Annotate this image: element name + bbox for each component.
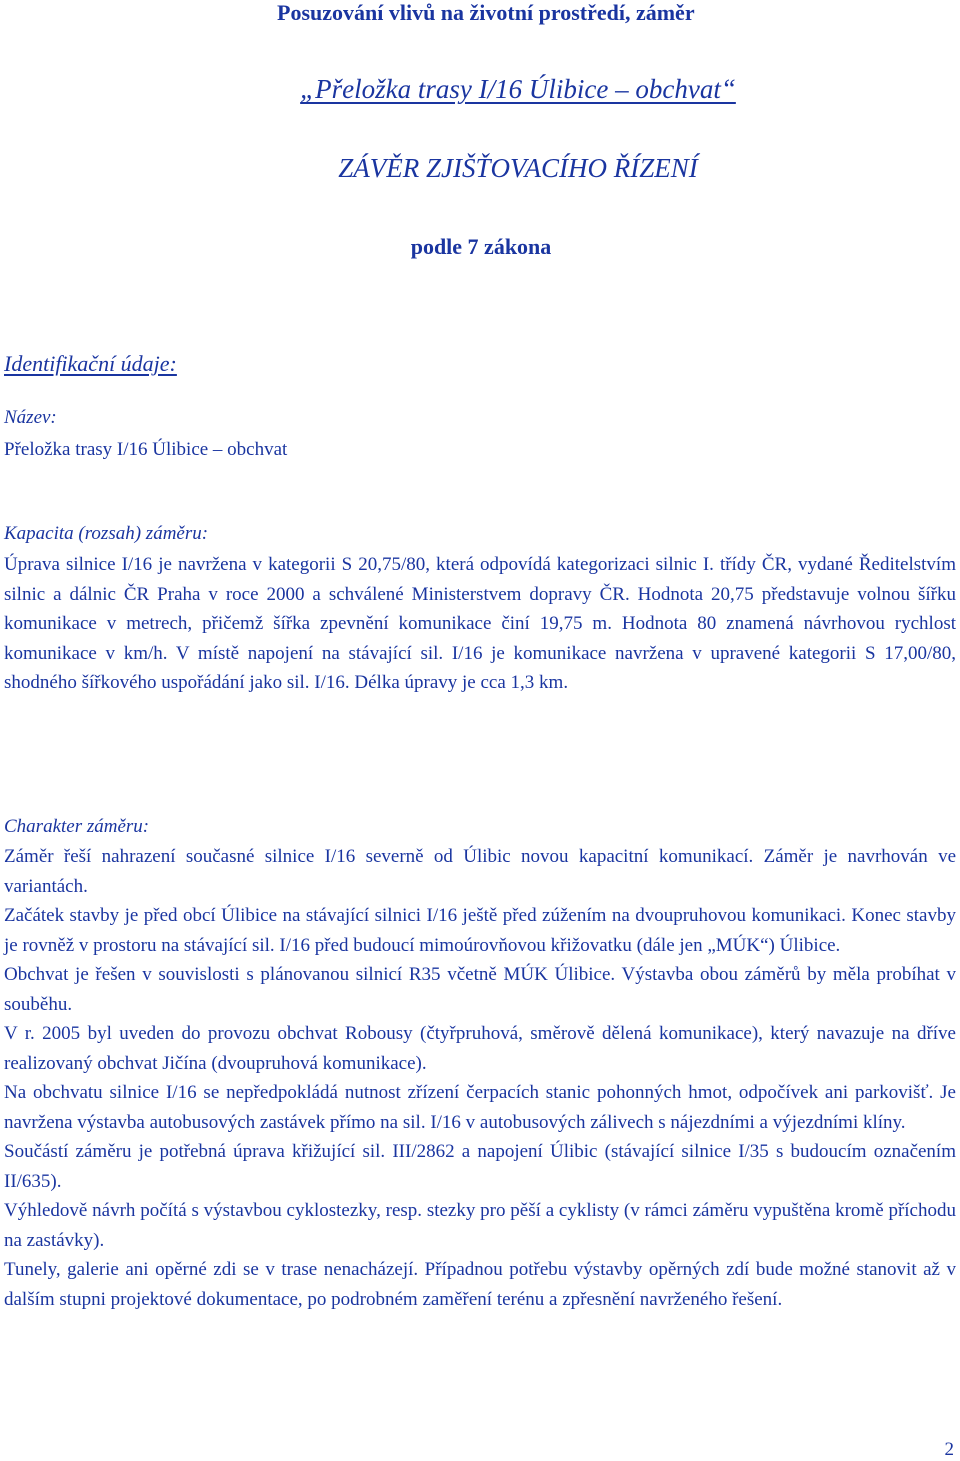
character-paragraph: Obchvat je řešen v souvislosti s plánovanou silnicí R35 včetně MÚK Úlibice. Výstavba obou záměrů by měla probíhat v souběhu. xyxy=(4,964,956,1015)
page-number: 2 xyxy=(944,1439,954,1460)
character-paragraph: Tunely, galerie ani opěrné zdi se v trase nenacházejí. Případnou potřebu výstavby opěrných zdí bude možné stanovit až v dalším stupni projektové dokumentace, po podrobném zaměření terénu a zpřesnění navrženého řešení. xyxy=(4,1259,956,1310)
character-section xyxy=(4,842,956,1314)
document-subtitle: ZÁVĚR ZJIŠŤOVACÍHO ŘÍZENÍ xyxy=(338,153,698,183)
name-value xyxy=(4,435,956,465)
character-paragraph: Na obchvatu silnice I/16 se nepředpokládá nutnost zřízení čerpacích stanic pohonných hmot, odpočívek ani parkovišť. Je navržena výstavba autobusových zastávek přímo na sil. I/16 v autobusových zálivech s nájezdními a výjezdními klíny. xyxy=(4,1082,956,1133)
character-paragraph: Záměr řeší nahrazení současné silnice I/16 severně od Úlibic novou kapacitní komunikací. Záměr je navrhován ve variantách. xyxy=(4,846,956,897)
capacity-label: Kapacita (rozsah) záměru: xyxy=(4,523,209,544)
name-label: Název: xyxy=(4,407,57,428)
name-value-text: Přeložka trasy I/16 Úlibice – obchvat xyxy=(4,439,288,460)
document-title: „Přeložka trasy I/16 Úlibice – obchvat“ xyxy=(300,74,736,104)
capacity-text: Úprava silnice I/16 je navržena v kategorii S 20,75/80, která odpovídá kategorizaci silnic I. třídy ČR, vydané Ředitelstvím silnic a dálnic ČR Praha v roce 2000 a schválené Ministerstvem dopravy ČR. Hodnota 20,75 představuje volnou šířku komunikace v metrech, přičemž šířka zpevnění komunikace činí 19,75 m. Hodnota 80 znamená návrhovou rychlost komunikace v km/h. V místě napojení na stávající sil. I/16 je komunikace navržena v upravené kategorii S 17,00/80, shodného šířkového uspořádání jako sil. I/16. Délka úpravy je cca 1,3 km. xyxy=(4,554,956,693)
law-reference: podle 7 zákona xyxy=(410,234,552,259)
capacity-section xyxy=(4,550,956,698)
identification-heading: Identifikační údaje: xyxy=(4,351,177,376)
document-header: Posuzování vlivů na životní prostředí, záměr xyxy=(277,0,695,25)
character-paragraph: V r. 2005 byl uveden do provozu obchvat Robousy (čtyřpruhová, směrově dělená komunikace), který navazuje na dříve realizovaný obchvat Jičína (dvoupruhová komunikace). xyxy=(4,1023,956,1074)
character-paragraph: Začátek stavby je před obcí Úlibice na stávající silnici I/16 ještě před zúžením na dvoupruhovou komunikaci. Konec stavby je rovněž v prostoru na stávající sil. I/16 před budoucí mimoúrovňovou křižovatku (dále jen „MÚK“) Úlibice. xyxy=(4,905,956,956)
character-label: Charakter záměru: xyxy=(4,816,150,837)
character-paragraph: Výhledově návrh počítá s výstavbou cyklostezky, resp. stezky pro pěší a cyklisty (v rámci záměru vypuštěna kromě příchodu na zastávky). xyxy=(4,1200,956,1251)
character-paragraph: Součástí záměru je potřebná úprava křižující sil. III/2862 a napojení Úlibic (stávající silnice I/35 s budoucím označením II/635). xyxy=(4,1141,956,1192)
